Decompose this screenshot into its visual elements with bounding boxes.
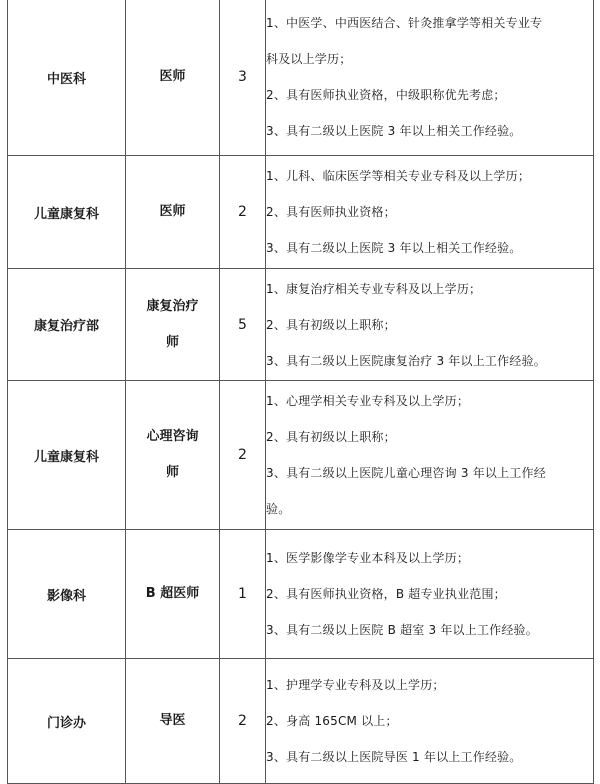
position-text: 康复治疗 (146, 298, 199, 314)
requirements-cell (266, 156, 594, 269)
requirement-line: 2、身高 165CM 以上； (266, 714, 398, 728)
requirements-cell (266, 530, 594, 659)
requirements-cell (266, 659, 594, 784)
position-cell (126, 269, 220, 381)
headcount-cell: 2 (220, 381, 266, 530)
requirement-line: 2、具有初级以上职称； (266, 317, 396, 332)
requirement-line: 1、中医学、中西医结合、针灸推拿学等相关专业专 (266, 16, 543, 30)
department-cell: 影像科 (8, 530, 126, 659)
department-cell: 儿童康复科 (8, 381, 126, 530)
department-cell: 儿童康复科 (8, 156, 126, 269)
headcount-cell: 5 (220, 269, 266, 381)
requirement-line: 1、心理学相关专业专科及以上学历； (266, 394, 470, 408)
position-text: 师 (165, 465, 179, 480)
headcount-cell: 1 (220, 530, 266, 659)
table-row (8, 381, 594, 530)
table-row (8, 659, 594, 784)
table-row (8, 530, 594, 659)
requirement-line: 1、医学影像学专业本科及以上学历； (266, 551, 470, 565)
requirement-line: 2、具有医师执业资格，中级职称优先考虑； (266, 88, 506, 102)
table-row (8, 156, 594, 269)
position-text: 医师 (159, 69, 186, 84)
position-cell (126, 659, 220, 784)
position-text: 导医 (159, 713, 186, 728)
department-cell: 中医科 (8, 0, 126, 156)
position-text: 医师 (159, 204, 186, 219)
requirement-line: 2、具有医师执业资格； (266, 205, 396, 219)
position-text: 心理咨询 (146, 429, 199, 444)
position-cell (126, 156, 220, 269)
requirement-line: 1、护理学专业专科及以上学历； (266, 678, 445, 692)
table-row (8, 0, 594, 156)
requirement-line: 1、儿科、临床医学等相关专业专科及以上学历； (266, 169, 531, 183)
requirement-line: 3、具有二级以上医院康复治疗 3 年以上工作经验。 (266, 353, 546, 368)
position-cell (126, 530, 220, 659)
position-cell (126, 0, 220, 156)
requirement-line: 2、具有医师执业资格，B 超专业执业范围； (266, 587, 506, 601)
requirement-line: 3、具有二级以上医院 3 年以上相关工作经验。 (266, 241, 522, 255)
department-cell: 康复治疗部 (8, 269, 126, 381)
position-text: B 超医师 (145, 586, 200, 601)
requirements-cell (266, 381, 594, 530)
headcount-cell: 3 (220, 0, 266, 156)
requirement-line: 3、具有二级以上医院导医 1 年以上工作经验。 (266, 750, 522, 764)
requirements-cell (266, 269, 594, 381)
requirement-line: 1、康复治疗相关专业专科及以上学历； (266, 281, 482, 296)
position-cell (126, 381, 220, 530)
requirement-line: 3、具有二级以上医院 B 超室 3 年以上工作经验。 (266, 623, 538, 637)
requirement-line: 科及以上学历； (266, 52, 352, 66)
department-cell: 门诊办 (8, 659, 126, 784)
requirement-line: 2、具有初级以上职称； (266, 430, 396, 444)
requirements-cell (266, 0, 594, 156)
headcount-cell: 2 (220, 659, 266, 784)
table-row (8, 269, 594, 381)
requirement-line: 3、具有二级以上医院 3 年以上相关工作经验。 (266, 124, 522, 138)
position-text: 师 (165, 334, 179, 350)
recruitment-table (7, 0, 594, 784)
requirement-line: 3、具有二级以上医院儿童心理咨询 3 年以上工作经 (266, 466, 546, 480)
headcount-cell: 2 (220, 156, 266, 269)
requirement-line: 验。 (266, 502, 291, 516)
